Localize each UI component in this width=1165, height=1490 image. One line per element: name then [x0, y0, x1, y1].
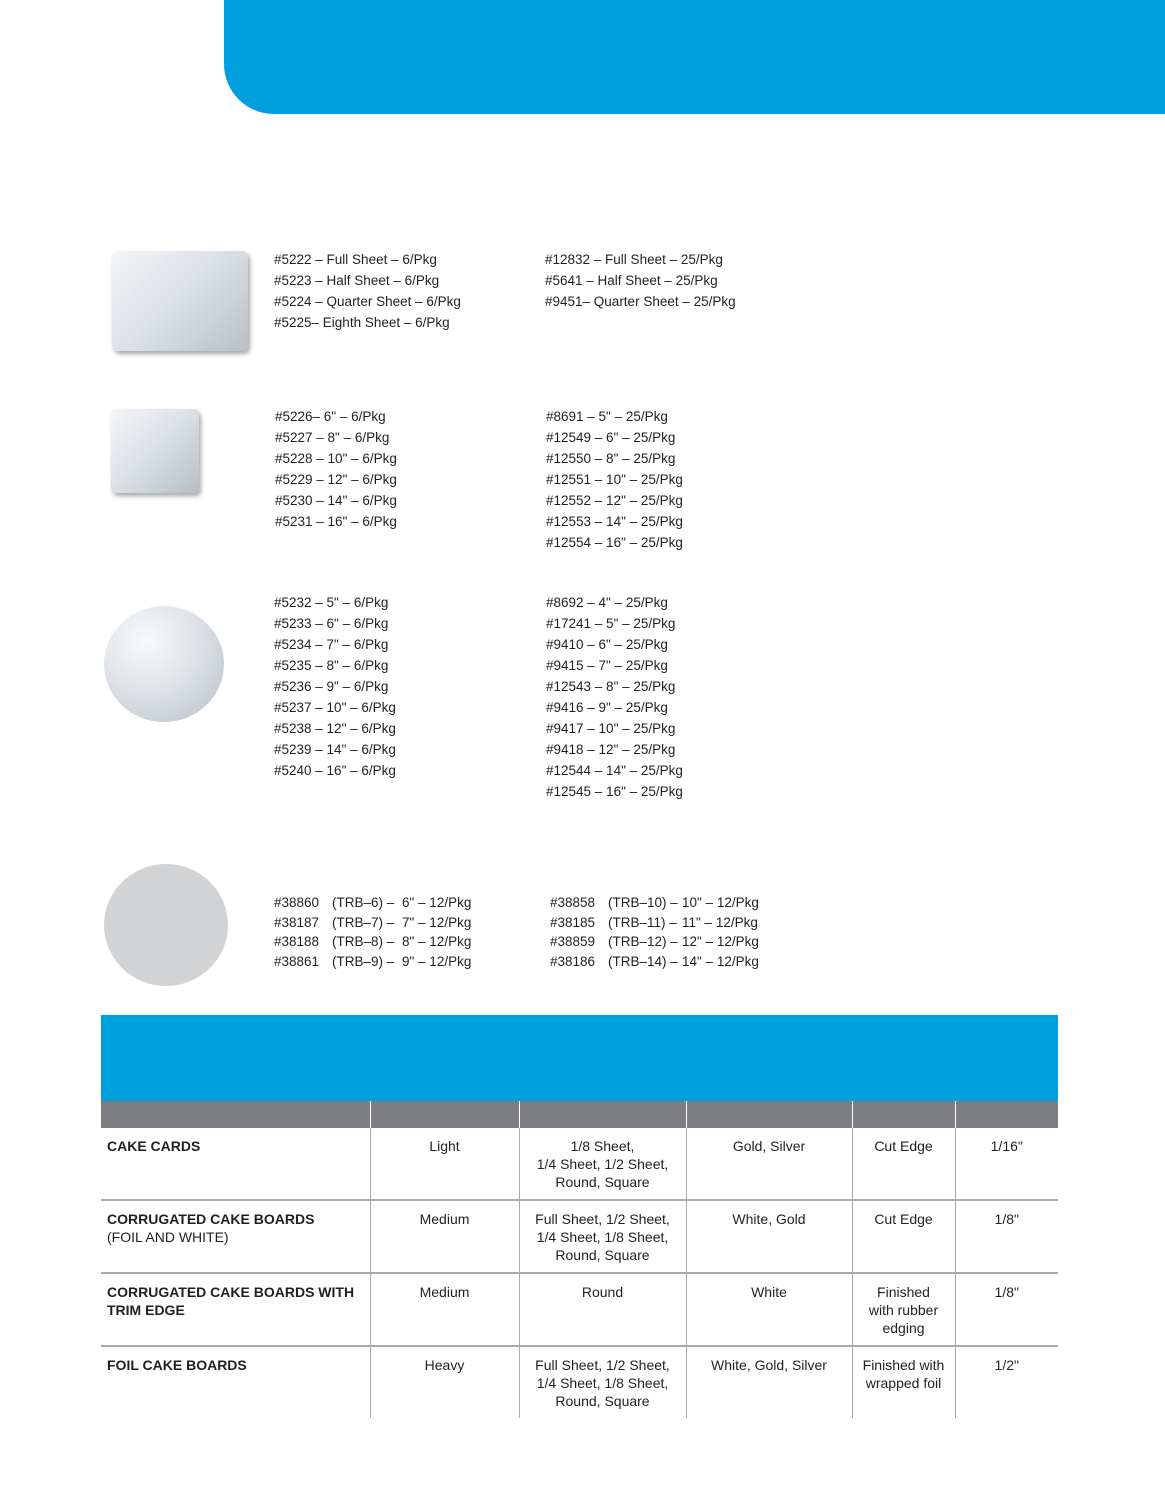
list-item: #5237 – 10" – 6/Pkg	[274, 700, 396, 715]
item-size: 10" – 12/Pkg	[682, 895, 759, 910]
cell-edges	[852, 1200, 955, 1273]
board-type: CAKE CARDS	[107, 1138, 201, 1154]
shape-line: 1/8 Sheet,	[570, 1138, 635, 1154]
shape-line: Full Sheet, 1/2 Sheet,	[535, 1211, 670, 1227]
edge-line: Finished	[877, 1284, 930, 1300]
trb-code: (TRB–9) –	[332, 953, 395, 969]
cell-colors: Gold, Silver	[686, 1128, 852, 1200]
trb-code: (TRB–14) –	[608, 953, 678, 969]
table-row	[101, 1346, 1058, 1418]
item-size: 7" – 12/Pkg	[402, 914, 472, 930]
list-item: #5230 – 14" – 6/Pkg	[275, 493, 397, 508]
trim-list-item	[550, 893, 759, 913]
header-colors	[686, 1101, 852, 1128]
trim-list-item	[550, 932, 759, 952]
list-item: #5232 – 5" – 6/Pkg	[274, 595, 389, 610]
sheet-25pkg-list	[545, 249, 736, 312]
list-item: #5225– Eighth Sheet – 6/Pkg	[274, 315, 450, 330]
sheet-board-image	[112, 251, 248, 351]
trb-code: (TRB–11) –	[608, 914, 677, 930]
edge-line: Cut Edge	[874, 1138, 933, 1154]
shape-line: 1/4 Sheet, 1/8 Sheet,	[536, 1375, 669, 1391]
trb-code: (TRB–6) –	[332, 895, 395, 910]
list-item: #5227 – 8" – 6/Pkg	[275, 430, 390, 445]
header-thickness	[955, 1101, 1058, 1128]
list-item: #5233 – 6" – 6/Pkg	[274, 616, 389, 631]
square-25pkg-list	[546, 406, 683, 553]
cell-weight: Heavy	[370, 1346, 519, 1418]
shape-line: Round, Square	[555, 1393, 650, 1409]
square-board-image	[111, 409, 199, 493]
list-item: #12553 – 14" – 25/Pkg	[546, 514, 683, 529]
edge-line: wrapped foil	[865, 1375, 942, 1391]
square-6pkg-list	[275, 406, 397, 532]
list-item: #5224 – Quarter Sheet – 6/Pkg	[274, 294, 461, 309]
cell-type	[101, 1128, 370, 1200]
cell-weight: Medium	[370, 1200, 519, 1273]
list-item: #5641 – Half Sheet – 25/Pkg	[545, 273, 718, 288]
list-item: #5235 – 8" – 6/Pkg	[274, 658, 389, 673]
edge-line: Cut Edge	[874, 1211, 933, 1227]
list-item: #5229 – 12" – 6/Pkg	[275, 472, 397, 487]
cell-thickness: 1/8"	[955, 1273, 1058, 1346]
trb-code: (TRB–8) –	[332, 934, 395, 949]
table-header-row	[101, 1101, 1058, 1128]
list-item: #8691 – 5" – 25/Pkg	[546, 409, 668, 424]
cell-thickness: 1/2"	[955, 1346, 1058, 1418]
cell-edges	[852, 1346, 955, 1418]
cell-shapes	[519, 1200, 686, 1273]
trim-board-image	[104, 864, 228, 986]
table-row	[101, 1200, 1058, 1273]
list-item: #5240 – 16" – 6/Pkg	[274, 763, 396, 778]
cell-thickness: 1/16"	[955, 1128, 1058, 1200]
cell-weight: Medium	[370, 1273, 519, 1346]
which-board-banner	[101, 1015, 1058, 1101]
list-item: #8692 – 4" – 25/Pkg	[546, 595, 668, 610]
edge-line: with rubber	[868, 1302, 939, 1318]
item-code: #38858	[550, 895, 596, 910]
item-code: #38188	[274, 934, 320, 949]
header-weight	[370, 1101, 519, 1128]
board-type: CORRUGATED CAKE BOARDS	[107, 1211, 315, 1227]
trim-list-item	[550, 913, 759, 933]
list-item: #12551 – 10" – 25/Pkg	[546, 472, 683, 487]
cell-shapes	[519, 1346, 686, 1418]
list-item: #5223 – Half Sheet – 6/Pkg	[274, 273, 440, 288]
list-item: #12550 – 8" – 25/Pkg	[546, 451, 676, 466]
list-item: #5238 – 12" – 6/Pkg	[274, 721, 396, 736]
list-item: #9416 – 9" – 25/Pkg	[546, 700, 668, 715]
trim-list-right	[550, 893, 759, 971]
list-item: #12543 – 8" – 25/Pkg	[546, 679, 676, 694]
trim-list-item	[274, 932, 471, 952]
item-code: #38185	[550, 914, 596, 930]
round-board-image	[104, 606, 224, 722]
list-item: #5222 – Full Sheet – 6/Pkg	[274, 252, 437, 267]
cell-colors: White	[686, 1273, 852, 1346]
list-item: #9418 – 12" – 25/Pkg	[546, 742, 676, 757]
shape-line: 1/4 Sheet, 1/8 Sheet,	[536, 1229, 669, 1245]
list-item: #9410 – 6" – 25/Pkg	[546, 637, 668, 652]
item-size: 6" – 12/Pkg	[402, 895, 472, 910]
board-type-sub: (FOIL AND WHITE)	[107, 1229, 229, 1245]
trb-code: (TRB–12) –	[608, 934, 678, 949]
list-item: #9451– Quarter Sheet – 25/Pkg	[545, 294, 736, 309]
table-row	[101, 1128, 1058, 1200]
header-banner	[224, 0, 1165, 114]
trb-code: (TRB–7) –	[332, 914, 395, 930]
list-item: #9415 – 7" – 25/Pkg	[546, 658, 668, 673]
cell-edges	[852, 1273, 955, 1346]
round-6pkg-list	[274, 592, 396, 781]
sheet-6pkg-list	[274, 249, 461, 333]
shape-line: Full Sheet, 1/2 Sheet,	[535, 1357, 670, 1373]
list-item: #17241 – 5" – 25/Pkg	[546, 616, 676, 631]
trim-list-item	[550, 952, 759, 972]
trim-list-item	[274, 893, 471, 913]
item-size: 9" – 12/Pkg	[402, 953, 472, 969]
item-code: #38859	[550, 934, 596, 949]
cell-thickness: 1/8"	[955, 1200, 1058, 1273]
item-size: 8" – 12/Pkg	[402, 934, 472, 949]
list-item: #5236 – 9" – 6/Pkg	[274, 679, 389, 694]
cell-shapes	[519, 1273, 686, 1346]
list-item: #12832 – Full Sheet – 25/Pkg	[545, 252, 723, 267]
cell-colors: White, Gold, Silver	[686, 1346, 852, 1418]
round-25pkg-list	[546, 592, 683, 802]
list-item: #9417 – 10" – 25/Pkg	[546, 721, 676, 736]
list-item: #5231 – 16" – 6/Pkg	[275, 514, 397, 529]
cell-weight: Light	[370, 1128, 519, 1200]
item-size: 11" – 12/Pkg	[682, 914, 758, 930]
header-type	[101, 1101, 370, 1128]
list-item: #12554 – 16" – 25/Pkg	[546, 535, 683, 550]
cell-shapes	[519, 1128, 686, 1200]
list-item: #5226– 6" – 6/Pkg	[275, 409, 386, 424]
edge-line: edging	[882, 1320, 925, 1336]
header-shapes	[519, 1101, 686, 1128]
trim-list-item	[274, 952, 471, 972]
cell-colors: White, Gold	[686, 1200, 852, 1273]
list-item: #12545 – 16" – 25/Pkg	[546, 784, 683, 799]
table-body	[101, 1128, 1058, 1418]
list-item: #5234 – 7" – 6/Pkg	[274, 637, 389, 652]
table-row	[101, 1273, 1058, 1346]
cell-type	[101, 1200, 370, 1273]
shape-line: Round	[581, 1284, 624, 1300]
edge-line: Finished with	[862, 1357, 945, 1373]
list-item: #5228 – 10" – 6/Pkg	[275, 451, 397, 466]
item-size: 14" – 12/Pkg	[682, 953, 759, 969]
item-code: #38860	[274, 895, 320, 910]
shape-line: Round, Square	[555, 1174, 650, 1190]
board-type: CORRUGATED CAKE BOARDS WITH TRIM EDGE	[107, 1284, 355, 1318]
board-type: FOIL CAKE BOARDS	[107, 1357, 247, 1373]
cell-edges	[852, 1128, 955, 1200]
trim-list-item	[274, 913, 471, 933]
board-comparison-table	[101, 1101, 1058, 1418]
list-item: #12552 – 12" – 25/Pkg	[546, 493, 683, 508]
header-edges	[852, 1101, 955, 1128]
cell-type	[101, 1346, 370, 1418]
item-size: 12" – 12/Pkg	[682, 934, 759, 949]
cell-type	[101, 1273, 370, 1346]
list-item: #12544 – 14" – 25/Pkg	[546, 763, 683, 778]
trb-code: (TRB–10) –	[608, 895, 678, 910]
list-item: #5239 – 14" – 6/Pkg	[274, 742, 396, 757]
shape-line: 1/4 Sheet, 1/2 Sheet,	[536, 1156, 669, 1172]
trim-list-left	[274, 893, 471, 971]
item-code: #38187	[274, 914, 320, 930]
item-code: #38186	[550, 953, 596, 969]
list-item: #12549 – 6" – 25/Pkg	[546, 430, 676, 445]
shape-line: Round, Square	[555, 1247, 650, 1263]
item-code: #38861	[274, 953, 320, 969]
